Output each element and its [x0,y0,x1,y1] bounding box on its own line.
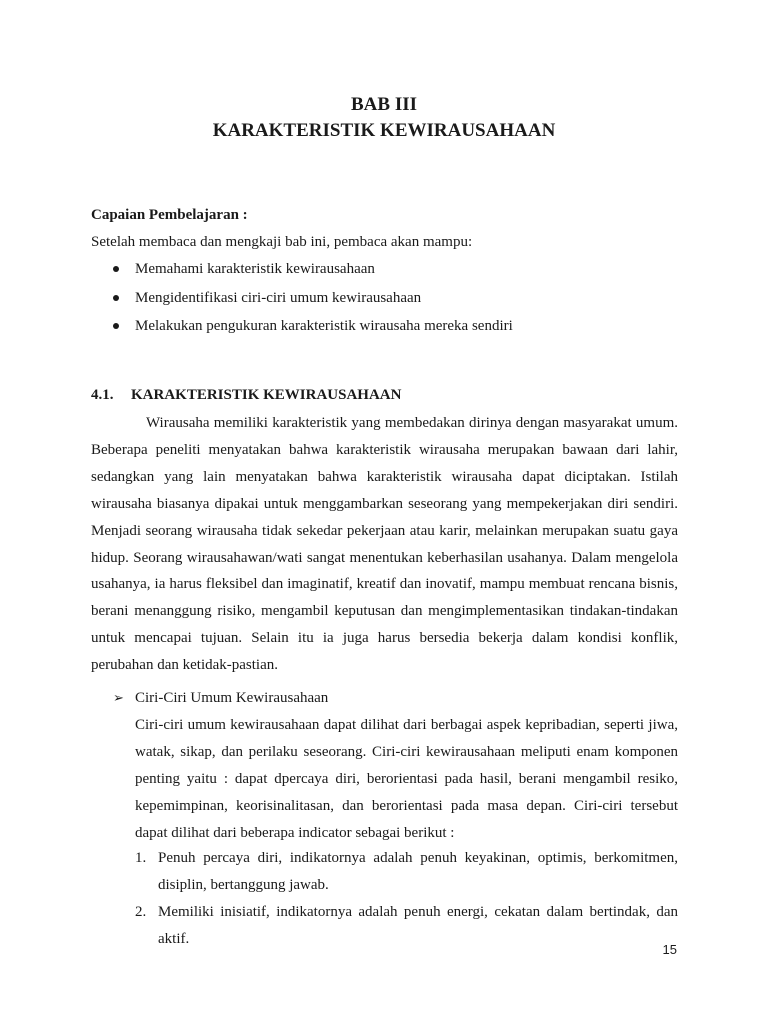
chapter-title [0,92,768,144]
arrow-bullet-icon: ➢ [113,690,124,705]
list-item-text: Mengidentifikasi ciri-ciri umum kewirausahaan [135,289,422,306]
learning-outcomes-list [91,259,513,345]
section-number: 4.1. [91,387,114,403]
subsection-heading [113,688,328,708]
list-item-text: Melakukan pengukuran karakteristik wirausaha mereka sendiri [135,318,513,334]
section-heading [91,385,401,405]
list-item-text: Memahami karakteristik kewirausahaan [135,261,375,277]
learning-outcomes-intro: Setelah membaca dan mengkaji bab ini, pembaca akan mampu: [91,234,473,250]
list-item [91,316,513,345]
list-item-number: 2. [135,903,147,920]
page-number: 15 [662,942,677,957]
chapter-number: BAB III [351,94,417,115]
section-title: KARAKTERISTIK KEWIRAUSAHAAN [131,387,402,403]
subsection-title: Ciri-Ciri Umum Kewirausahaan [135,690,329,706]
list-item [91,288,513,317]
learning-outcomes-heading: Capaian Pembelajaran : [91,207,248,223]
list-item [91,259,513,288]
list-item [135,845,678,899]
bullet-icon [113,295,119,301]
list-item-number: 1. [135,850,147,866]
list-item [135,899,678,953]
chapter-name: KARAKTERISTIK KEWIRAUSAHAAN [212,120,556,141]
indicator-list [135,845,678,953]
bullet-icon [113,266,119,272]
section-paragraph: Wirausaha memiliki karakteristik yang membedakan dirinya dengan masyarakat umum. Beberapa peneliti menyatakan bahwa karakteristik wirausaha merupakan bawaan dari lahir, sedangkan yang lain menyatakan bahwa karakteristik wirausaha dapat diciptakan. Istilah wirausaha biasanya dipakai untuk menggambarkan seseorang yang mempekerjakan diri sendiri. Menjadi seorang wirausaha tidak sekedar pekerjaan atau karir, melainkan merupakan suatu gaya hidup. Seorang wirausahawan/wati sangat menentukan keberhasilan usahanya. Dalam mengelola usahanya, ia harus fleksibel dan imaginatif, kreatif dan inovatif, mampu membuat rencana bisnis, berani menanggung risiko, mengambil keputusan dan mengimplementasikan tindakan-tindakan untuk mencapai tujuan. Selain itu ia juga harus bersedia bekerja dalam kondisi konflik, perubahan dan ketidak-pastian. [91,415,678,674]
subsection-paragraph: Ciri-ciri umum kewirausahaan dapat dilihat dari berbagai aspek kepribadian, seperti jiwa, watak, sikap, dan perilaku seseorang. Ciri-ciri kewirausahaan meliputi enam komponen penting yaitu : dapat dpercaya diri, berorientasi pada hasil, berani mengambil resiko, kepemimpinan, keorisinalitasan, dan berorientasi pada masa depan. Ciri-ciri tersebut dapat dilihat dari beberapa indicator sebagai berikut : [135,717,678,841]
list-item-text: Penuh percaya diri, indikatornya adalah penuh keyakinan, optimis, berkomitmen, disiplin, bertanggung jawab. [158,850,678,893]
bullet-icon [113,323,119,329]
list-item-text: Memiliki inisiatif, indikatornya adalah penuh energi, cekatan dalam bertindak, dan aktif. [158,903,678,947]
